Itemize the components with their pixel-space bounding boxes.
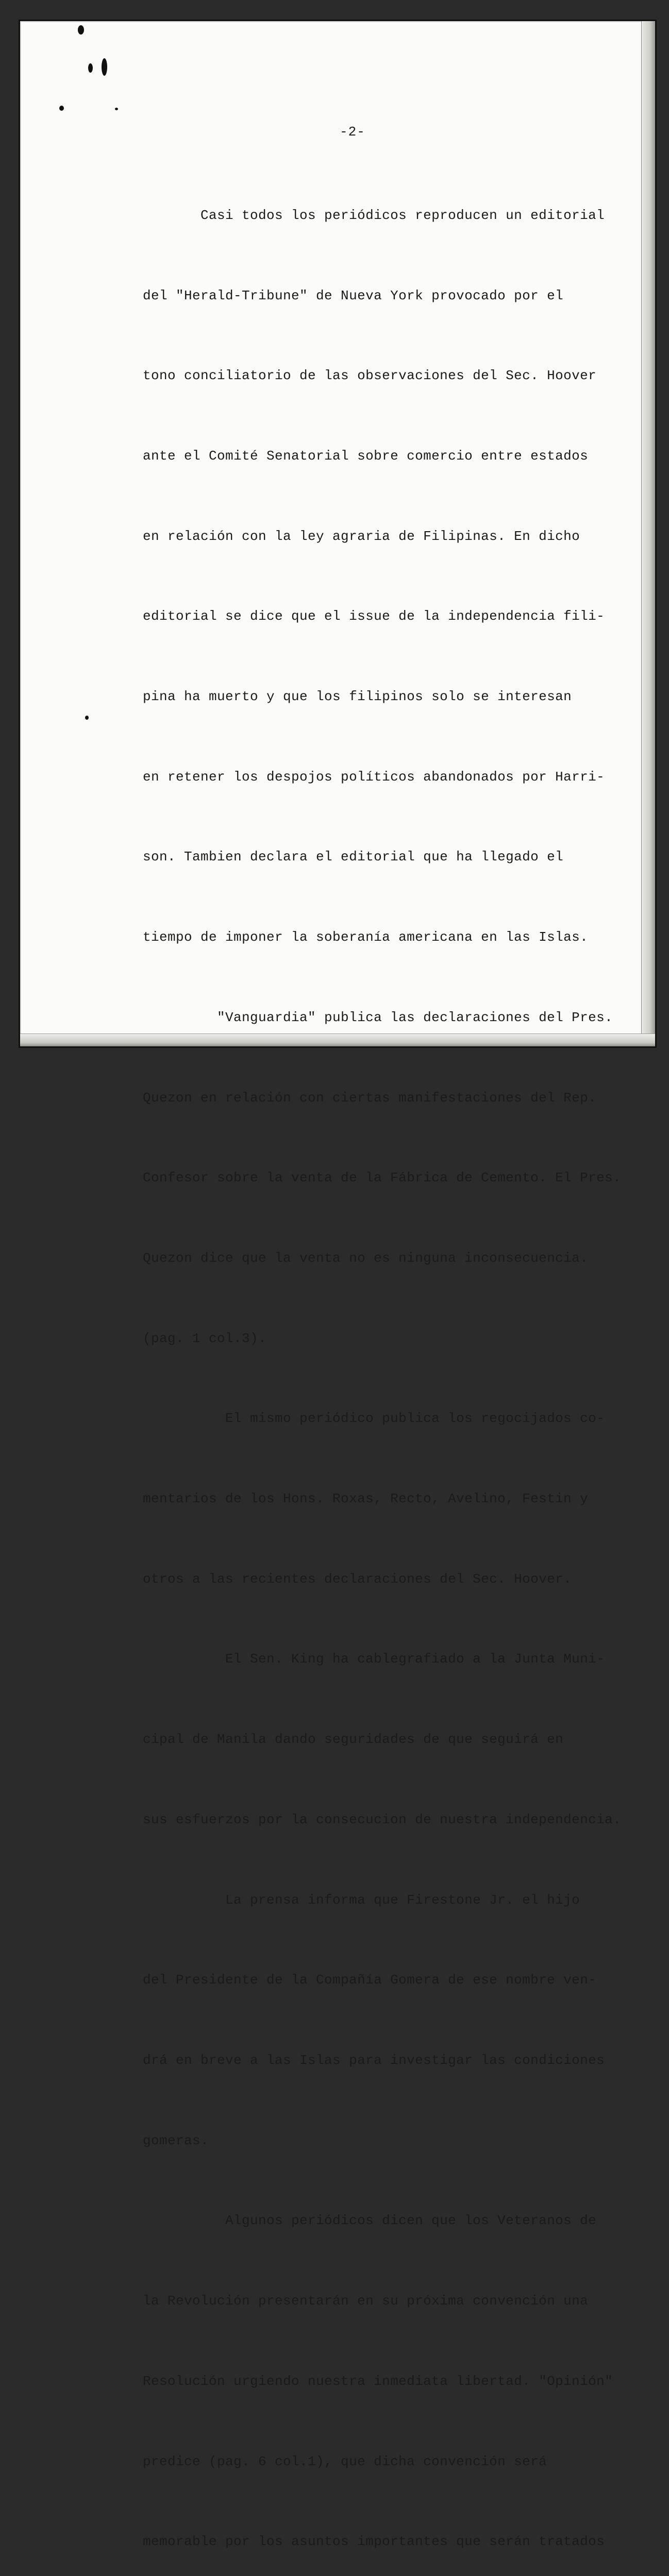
text-line: Resolución urgiendo nuestra inmediata libertad. "Opinión": [143, 2373, 613, 2389]
text-line: La prensa informa que Firestone Jr. el hijo: [143, 1892, 580, 1908]
text-line: El Sen. King ha cablegrafiado a la Junta Muni-: [143, 1651, 605, 1667]
text-line: El mismo periódico publica los regocijados co-: [143, 1411, 605, 1427]
ink-smudge: [102, 58, 107, 76]
text-line: Confesor sobre la venta de la Fábrica de Cemento. El Pres.: [143, 1170, 622, 1186]
ink-smudge: [78, 25, 84, 35]
text-line: (pag. 1 col.3).: [143, 1330, 267, 1346]
text-line: del "Herald-Tribune" de Nueva York provocado por el: [143, 287, 564, 303]
page-edge-right: [641, 21, 655, 1046]
ink-smudge: [88, 63, 93, 73]
text-line: Algunos periódicos dicen que los Veteranos de: [143, 2213, 597, 2229]
text-line: predice (pag. 6 col.1), que dicha convención será: [143, 2453, 547, 2469]
text-line: en relación con la ley agraria de Filipinas. En dicho: [143, 528, 580, 544]
ink-smudge: [115, 108, 118, 110]
ink-smudge: [85, 716, 89, 720]
body-text: [143, 149, 627, 2576]
text-line: Quezon dice que la venta no es ninguna inconsecuencia.: [143, 1250, 589, 1266]
ink-smudge: [59, 106, 64, 111]
text-line: "Vanguardia" publica las declaraciones del Pres.: [143, 1009, 613, 1025]
text-line: tono conciliatorio de las observaciones del Sec. Hoover: [143, 368, 597, 384]
text-line: tiempo de imponer la soberanía americana en las Islas.: [143, 929, 589, 945]
text-line: drá en breve a las Islas para investigar las condiciones: [143, 2052, 605, 2068]
text-line: cipal de Manila dando seguridades de que seguirá en: [143, 1732, 564, 1748]
text-line: sus esfuerzos por la consecucion de nuestra independencia.: [143, 1811, 622, 1827]
text-line: son. Tambien declara el editorial que ha llegado el: [143, 849, 564, 865]
text-line: en retener los despojos políticos abandonados por Harri-: [143, 769, 605, 785]
page-number: -2-: [340, 124, 365, 140]
text-line: ante el Comité Senatorial sobre comercio entre estados: [143, 448, 589, 464]
text-line: gomeras.: [143, 2132, 209, 2148]
text-line: memorable por los asuntos importantes que serán tratados: [143, 2534, 605, 2550]
text-line: otros a las recientes declaraciones del Sec. Hoover.: [143, 1571, 572, 1587]
text-line: mentarios de los Hons. Roxas, Recto, Avelino, Festin y: [143, 1491, 589, 1507]
text-line: la Revolución presentarán en su próxima convención una: [143, 2293, 589, 2309]
text-line: editorial se dice que el issue de la independencia fili-: [143, 608, 605, 624]
text-line: Quezon en relación con ciertas manifestaciones del Rep.: [143, 1090, 597, 1106]
text-line: del Presidente de la Compañía Gomera de ese nombre ven-: [143, 1972, 597, 1988]
document-page: [19, 20, 657, 2550]
text-line: Casi todos los periódicos reproducen un editorial: [143, 207, 605, 223]
text-line: pina ha muerto y que los filipinos solo se interesan: [143, 689, 572, 705]
